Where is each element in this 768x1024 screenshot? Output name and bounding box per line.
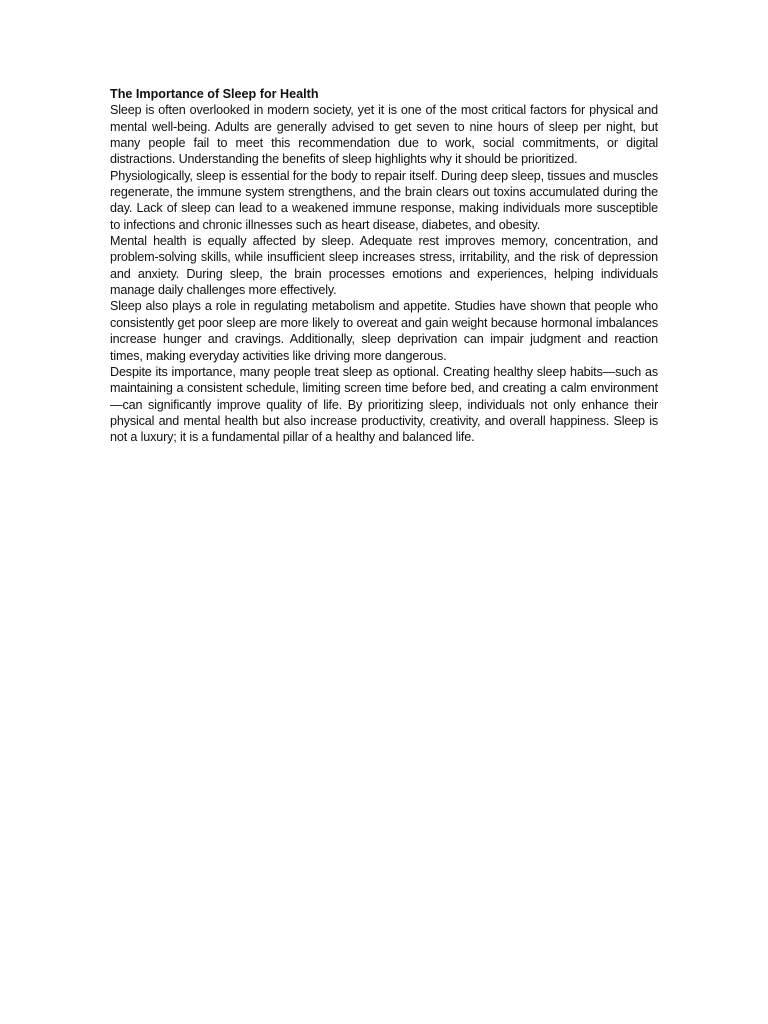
document-title: The Importance of Sleep for Health (110, 87, 319, 101)
paragraph-physiology: Physiologically, sleep is essential for the body to repair itself. During deep sleep, tissues and muscles regenerate, the immune system strengthens, and the brain clears out toxins accumulated during the day. Lack of sleep can lead to a weakened immune response, making individuals more susceptible to infections and chronic illnesses such as heart disease, diabetes, and obesity. (110, 168, 658, 232)
paragraph-metabolism: Sleep also plays a role in regulating metabolism and appetite. Studies have shown that people who consistently get poor sleep are more likely to overeat and gain weight because hormonal imbalances increase hunger and cravings. Additionally, sleep deprivation can impair judgment and reaction times, making everyday activities like driving more dangerous. (110, 299, 658, 363)
paragraph-mental-health: Mental health is equally affected by sleep. Adequate rest improves memory, concentration, and problem-solving skills, while insufficient sleep increases stress, irritability, and the risk of depression and anxiety. During sleep, the brain processes emotions and experiences, helping individuals manage daily challenges more effectively. (110, 234, 658, 298)
paragraph-conclusion: Despite its importance, many people treat sleep as optional. Creating healthy sleep habits—such as maintaining a consistent schedule, limiting screen time before bed, and creating a calm environment—can significantly improve quality of life. By prioritizing sleep, individuals not only enhance their physical and mental health but also increase productivity, creativity, and overall happiness. Sleep is not a luxury; it is a fundamental pillar of a healthy and balanced life. (110, 364, 658, 445)
paragraph-intro: Sleep is often overlooked in modern society, yet it is one of the most critical factors for physical and mental well-being. Adults are generally advised to get seven to nine hours of sleep per night, but many people fail to meet this recommendation due to work, social commitments, or digital distractions. Understanding the benefits of sleep highlights why it should be prioritized. (110, 103, 658, 167)
document-body (110, 86, 658, 446)
